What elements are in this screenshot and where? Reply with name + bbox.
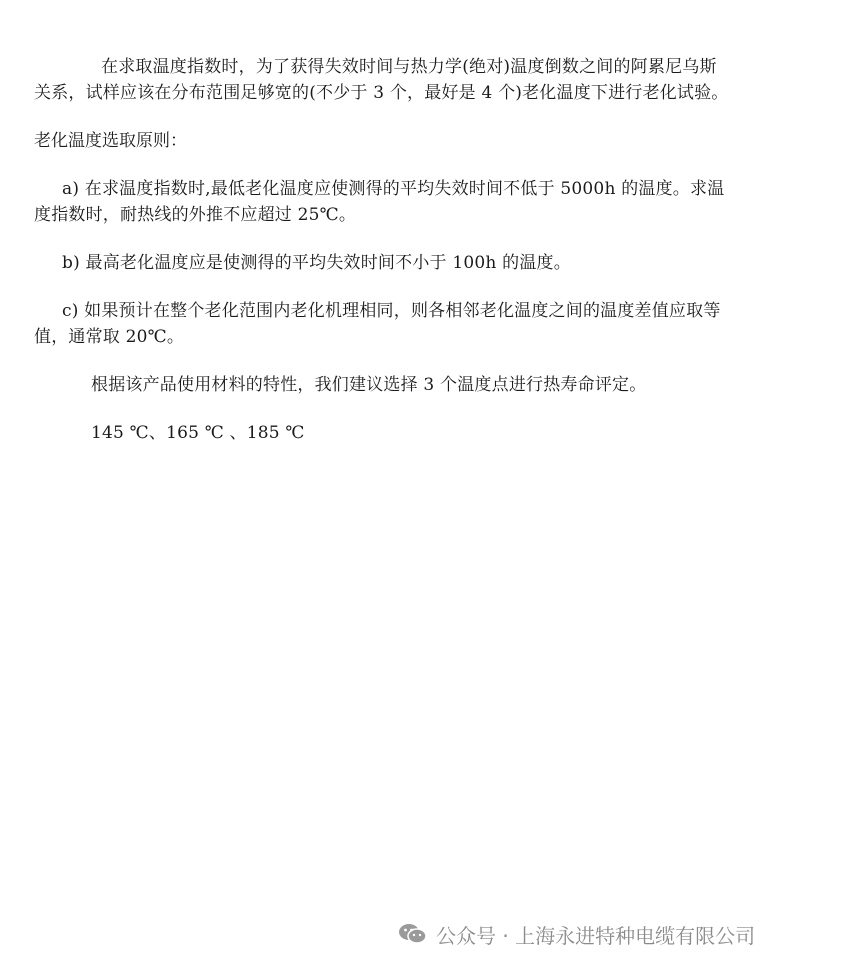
temperature-list: 145 ℃、165 ℃ 、185 ℃ [91,423,305,443]
recommendation-text: 根据该产品使用材料的特性，我们建议选择 3 个温度点进行热寿命评定。 [91,375,647,395]
paragraph-1-line-2: 关系，试样应该在分布范围足够宽的(不少于 3 个，最好是 4 个)老化温度下进行老化试验。 [34,83,729,103]
watermark-text: 公众号 · 上海永进特种电缆有限公司 [436,923,756,948]
item-b-line-1: b) 最高老化温度应是使测得的平均失效时间不小于 100h 的温度。 [62,253,571,273]
wechat-icon [398,922,428,946]
paragraph-1-line-1: 在求取温度指数时，为了获得失效时间与热力学(绝对)温度倒数之间的阿累尼乌斯 [101,57,717,77]
item-c-line-1: c) 如果预计在整个老化范围内老化机理相同，则各相邻老化温度之间的温度差值应取等 [62,301,721,321]
item-a-line-2: 度指数时，耐热线的外推不应超过 25℃。 [34,205,357,225]
watermark [398,920,755,948]
item-c-line-2: 值，通常取 20℃。 [34,327,185,347]
principle-heading: 老化温度选取原则： [34,131,187,151]
item-a-line-1: a) 在求温度指数时,最低老化温度应使测得的平均失效时间不低于 5000h 的温度。求温 [62,179,725,199]
